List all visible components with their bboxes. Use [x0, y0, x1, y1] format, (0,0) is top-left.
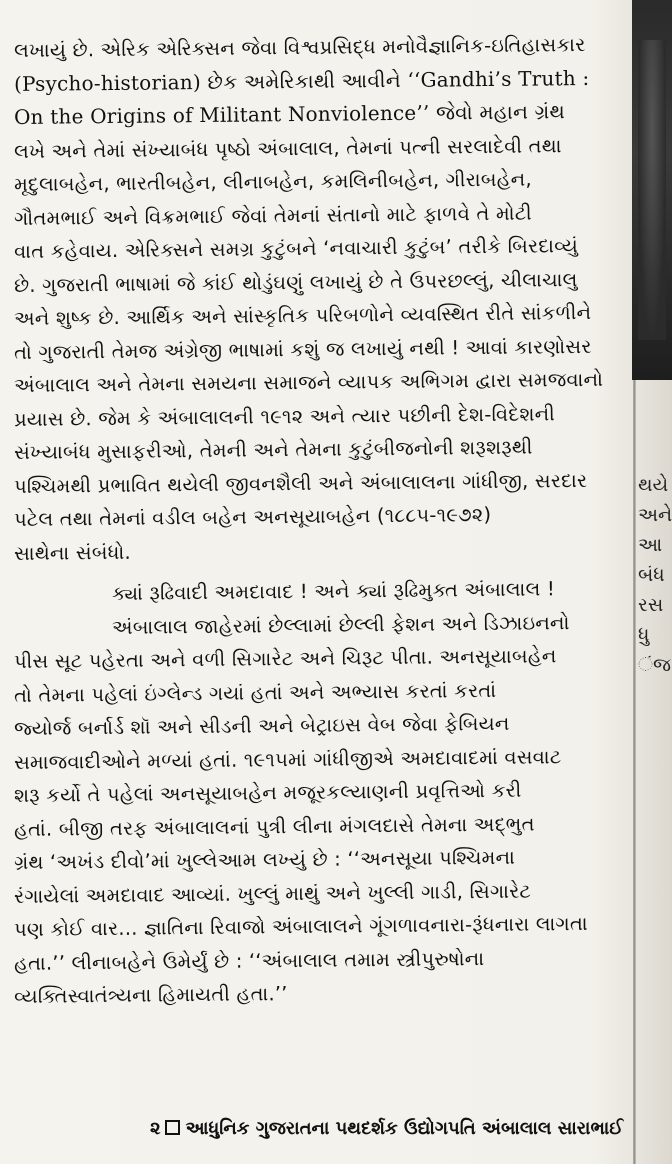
text-line: છે. ગુજરાતી ભાષામાં જે કાંઈ થોડુંઘણું લખાયું છે તે ઉપરછલ્લું, ચીલાચાલુ [13, 267, 578, 297]
text-line: તો ગુજરાતી તેમજ અંગ્રેજી ભાષામાં કશું જ લખાયું નથી ! આવાં કારણોસર [13, 334, 592, 364]
text-line: વ્યક્તિસ્વાતંત્ર્યના હિમાયતી હતા.’’ [13, 982, 288, 1008]
text-line: રંગાયેલાં અમદાવાદ આવ્યાં. ખુલ્લું માથું અને ખુલ્લી ગાડી, સિગારેટ [13, 879, 532, 908]
text-line: પ્રયાસ છે. જેમ કે અંબાલાલની ૧૯૧૨ અને ત્યાર પછીની દેશ-વિદેશની [13, 401, 556, 431]
text-line: અંબાલાલ જાહેરમાં છેલ્લામાં છેલ્લી ફેશન અને ડિઝાઇનનો [111, 610, 570, 639]
text-line: લખે અને તેમાં સંખ્યાબંધ પૃષ્ઠો અંબાલાલ, તેમનાં પત્ની સરલાદેવી તથા [13, 133, 562, 163]
text-line: પશ્ચિમથી પ્રભાવિત થયેલી જીવનશૈલી અને અંબાલાલના ગાંધીજી, સરદાર [13, 468, 588, 498]
text-line: શરૂ કર્યો તે પહેલાં અનસૂયાબહેન મજૂરકલ્યાણની પ્રવૃત્તિઓ કરી [13, 778, 522, 807]
text-line: સમાજવાદીઓને મળ્યાં હતાં. ૧૯૧૫માં ગાંધીજીએ અમદાવાદમાં વસવાટ [13, 744, 562, 774]
text-line: (Psycho-historian) છેક અમેરિકાથી આવીને ‘‘Gandhi’s Truth : [13, 65, 590, 96]
text-line: મૃદુલાબહેન, ભારતીબહેન, લીનાબહેન, કમલિનીબહેન, ગીરાબહેન, [13, 167, 532, 196]
running-title: આધુનિક ગુજરાતના પથદર્શક ઉદ્યોગપતિ અંબાલાલ સારાભાઈ [185, 1118, 624, 1139]
body-text [14, 34, 644, 1014]
text-line: પટેલ તથા તેમનાં વડીલ બહેન અનસૂયાબહેન (૧૮૮૫-૧૯૭૨) [13, 503, 492, 531]
text-line: ગૌતમભાઈ અને વિક્રમભાઈ જેવાં તેમનાં સંતાનો માટે ફાળવે તે મોટી [13, 201, 533, 230]
text-line: વાત કહેવાય. એરિક્સને સમગ્ર કુટુંબને ‘નવાચારી કુટુંબ’ તરીકે બિરદાવ્યું [13, 234, 579, 263]
text-line: જ્યોર્જ બર્નાર્ડ શૉ અને સીડની અને બેટ્રાઇસ વેબ જેવા ફેબિયન [13, 711, 510, 740]
text-line: સંખ્યાબંધ મુસાફરીઓ, તેમની અને તેમના કુટુંબીજનોની શરૂશરૂથી [13, 435, 533, 464]
text-line: અને શુષ્ક છે. આર્થિક અને સાંસ્કૃતિક પરિબળોને વ્યવસ્થિત રીતે સાંકળીને [13, 300, 592, 330]
text-line: ગ્રંથ ‘અખંડ દીવો’માં ખુલ્લેઆમ લખ્યું છે : ‘‘અનસૂયા પશ્ચિમના [13, 845, 516, 874]
text-line: હતા.’’ લીનાબહેને ઉમેર્યું છે : ‘‘અંબાલાલ તમામ સ્ત્રીપુરુષોના [13, 946, 485, 975]
margin-fragment: ંજ [638, 654, 672, 676]
margin-fragment: રસ [638, 594, 664, 616]
text-line: હતાં. બીજી તરફ અંબાલાલનાં પુત્રી લીના મંગલદાસે તેમના અદ્ભુત [13, 812, 535, 841]
text-line: અંબાલાલ અને તેમના સમયના સમાજને વ્યાપક અભિગમ દ્વારા સમજવાનો [13, 367, 604, 397]
margin-fragment: આ [638, 534, 663, 556]
text-line: પણ કોઈ વાર... જ્ઞાતિના રિવાજો અંબાલાલને ગૂંગળાવનારા-રૂંધનારા લાગતા [13, 911, 588, 941]
square-bullet-icon [165, 1120, 180, 1135]
margin-fragment: થયે [638, 474, 669, 496]
page-footer [150, 1118, 650, 1139]
text-line: પીસ સૂટ પહેરતા અને વળી સિગારેટ અને ચિરૂટ પીતા. અનસૂયાબહેન [13, 644, 557, 673]
text-line: તો તેમના પહેલાં ઇંગ્લેન્ડ ગયાં હતાં અને અભ્યાસ કરતાં કરતાં [13, 678, 497, 707]
text-line: On the Origins of Militant Nonviolence’’ જેવો મહાન ગ્રંથ [13, 99, 566, 129]
page-number: ૨ [150, 1118, 161, 1139]
margin-fragment: બંધ [638, 564, 665, 586]
text-line: સાથેના સંબંધો. [13, 540, 131, 565]
margin-fragment: અને [638, 504, 672, 526]
text-line: લખાયું છે. એરિક એરિક્સન જેવા વિશ્વપ્રસિદ્ધ મનોવૈજ્ઞાનિક-ઇતિહાસકાર [13, 33, 586, 62]
text-line: ક્યાં રૂઢિવાદી અમદાવાદ ! અને ક્યાં રૂઢિમુક્ત અંબાલાલ ! [111, 577, 556, 605]
margin-fragment: ધુ [638, 624, 650, 646]
adjacent-page-margin-text [638, 470, 672, 890]
